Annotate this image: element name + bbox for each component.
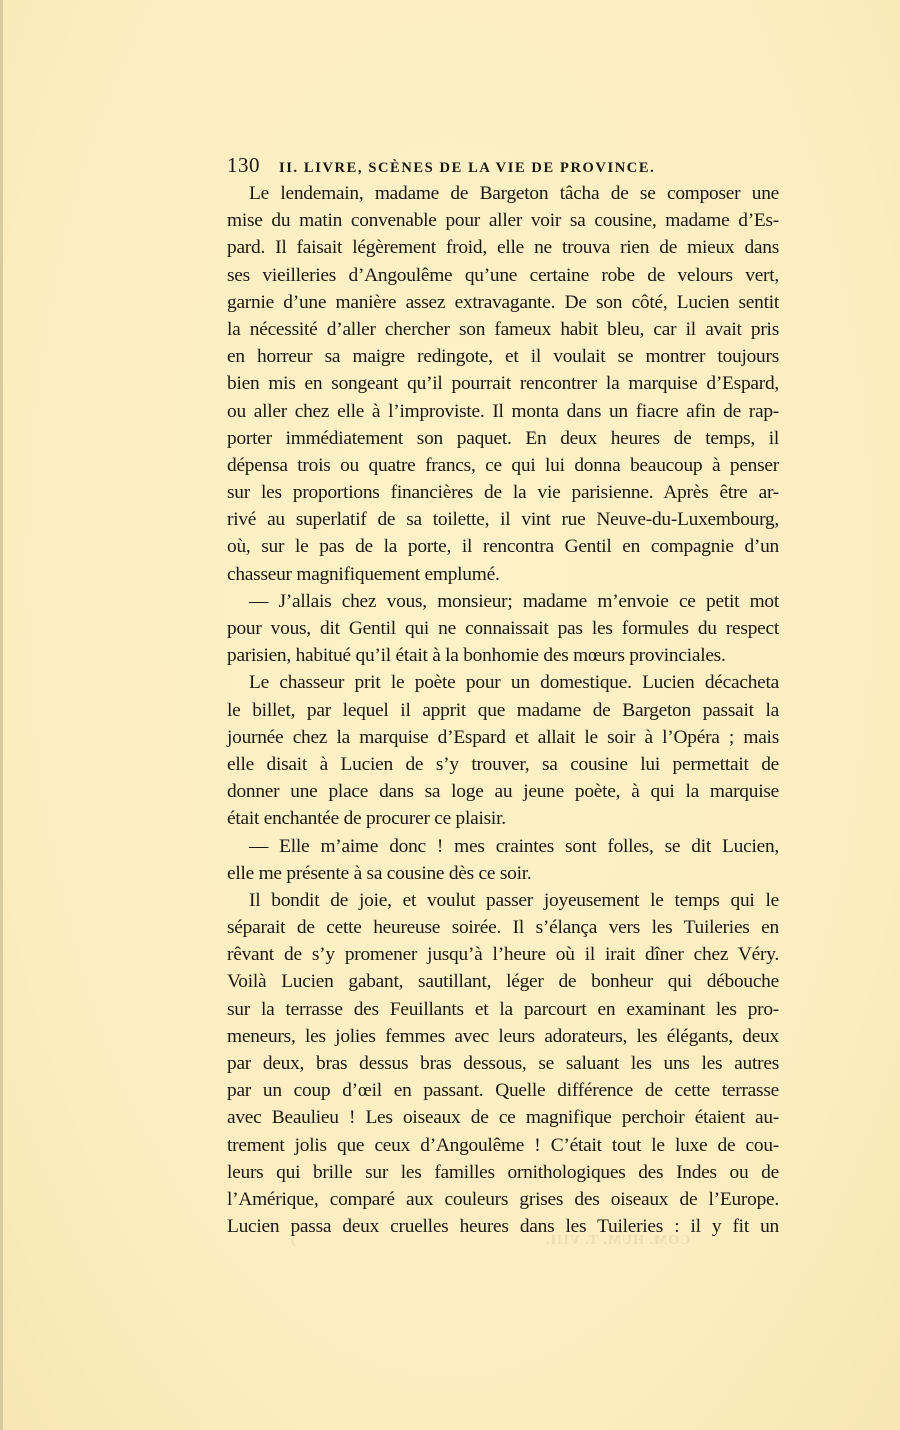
page-number: 130 — [227, 153, 260, 177]
text-line: Voilà Lucien gabant, sautillant, léger de bonheur qui débouche — [227, 971, 779, 993]
text-line: meneurs, les jolies femmes avec leurs adorateurs, les élégants, deux — [227, 1025, 779, 1047]
text-line: ses vieilleries d’Angoulême qu’une certaine robe de velours vert, — [227, 264, 779, 286]
body-text — [227, 180, 779, 1240]
text-line: Il bondit de joie, et voulut passer joyeusement le temps qui le — [249, 889, 779, 911]
text-line: rivé au superlatif de sa toilette, il vint rue Neuve-du-Luxembourg, — [227, 509, 779, 531]
text-line: pard. Il faisait légèrement froid, elle ne trouva rien de mieux dans — [227, 237, 779, 259]
text-line: chasseur magnifiquement emplumé. — [227, 563, 500, 585]
text-line: leurs qui brille sur les familles ornithologiques des Indes ou de — [227, 1161, 779, 1183]
text-line: Le chasseur prit le poète pour un domestique. Lucien décacheta — [249, 672, 779, 694]
text-line: la nécessité d’aller chercher son fameux habit bleu, car il avait pris — [227, 318, 779, 340]
text-line: ou aller chez elle à l’improviste. Il monta dans un fiacre afin de rap- — [227, 400, 779, 422]
text-line: elle disait à Lucien de s’y trouver, sa cousine lui permettait de — [227, 753, 779, 775]
text-line: garnie d’une manière assez extravagante. De son côté, Lucien sentit — [227, 291, 779, 313]
bleed-through-text: COM. HUM. T. VIII. — [545, 1233, 691, 1248]
text-line: Le lendemain, madame de Bargeton tâcha de se composer une — [249, 183, 779, 204]
text-line: mise du matin convenable pour aller voir sa cousine, madame d’Es- — [227, 210, 779, 232]
text-line: journée chez la marquise d’Espard et allait le soir à l’Opéra ; mais — [227, 726, 779, 748]
page-text-block — [227, 150, 779, 1240]
text-line: pour vous, dit Gentil qui ne connaissait pas les formules du respect — [227, 618, 779, 639]
text-line: où, sur le pas de la porte, il rencontra Gentil en compagnie d’un — [227, 536, 779, 558]
text-line: l’Amérique, comparé aux couleurs grises des oiseaux de l’Europe. — [227, 1188, 779, 1210]
text-line: bien mis en songeant qu’il pourrait rencontrer la marquise d’Espard, — [227, 373, 779, 395]
text-line: porter immédiatement son paquet. En deux heures de temps, il — [227, 427, 779, 449]
running-head — [227, 150, 779, 180]
text-line: en horreur sa maigre redingote, et il voulait se montrer toujours — [227, 346, 779, 368]
text-line: — Elle m’aime donc ! mes craintes sont folles, se dit Lucien, — [249, 835, 779, 857]
text-line: trement jolis que ceux d’Angoulême ! C’était tout le luxe de cou- — [227, 1134, 779, 1156]
text-line: rêvant de s’y promener jusqu’à l’heure où il irait dîner chez Véry. — [227, 944, 779, 966]
text-line: était enchantée de procurer ce plaisir. — [227, 808, 506, 830]
text-line: dépensa trois ou quatre francs, ce qui lui donna beaucoup à penser — [227, 454, 779, 476]
text-line: sur la terrasse des Feuillants et la parcourt en examinant les pro- — [227, 998, 779, 1020]
text-line: — J’allais chez vous, monsieur; madame m’envoie ce petit mot — [249, 590, 779, 612]
text-line: avec Beaulieu ! Les oiseaux de ce magnifique perchoir étaient au- — [227, 1107, 779, 1129]
text-line: séparait de cette heureuse soirée. Il s’élança vers les Tuileries en — [227, 917, 779, 939]
text-line: donner une place dans sa loge au jeune poète, à qui la marquise — [227, 781, 779, 803]
text-line: elle me présente à sa cousine dès ce soir. — [227, 862, 532, 884]
text-line: sur les proportions financières de la vie parisienne. Après être ar- — [227, 482, 779, 504]
running-title: II. LIVRE, SCÈNES DE LA VIE DE PROVINCE. — [279, 160, 656, 176]
text-line: parisien, habitué qu’il était à la bonhomie des mœurs provinciales. — [227, 645, 726, 667]
text-line: par un coup d’œil en passant. Quelle différence de cette terrasse — [227, 1080, 779, 1102]
text-line: Lucien passa deux cruelles heures dans les Tuileries : il y fit un — [227, 1216, 779, 1238]
bleed-through-mark: ) — [290, 1233, 296, 1248]
text-line: par deux, bras dessus bras dessous, se saluant les uns les autres — [227, 1053, 779, 1074]
page-edge — [0, 0, 3, 1430]
text-line: le billet, par lequel il apprit que madame de Bargeton passait la — [227, 699, 779, 721]
